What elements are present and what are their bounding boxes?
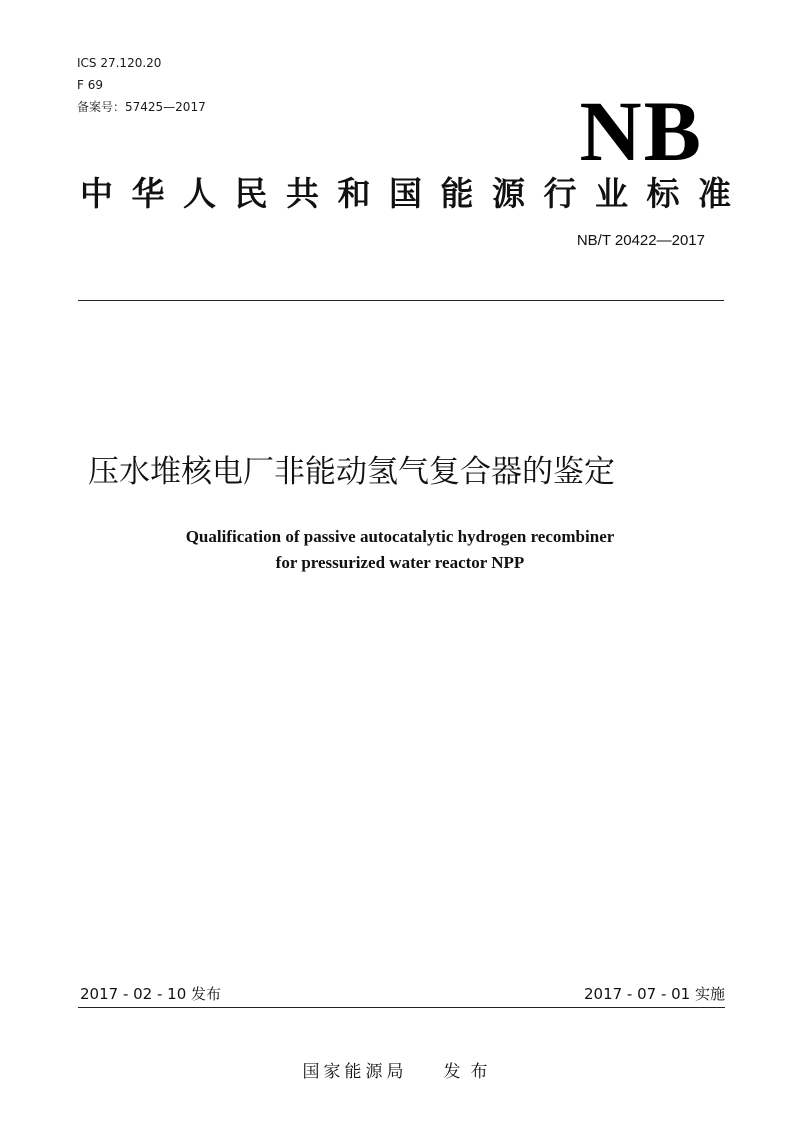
document-title-en-line1: Qualification of passive autocatalytic hydrogen recombiner [185, 527, 615, 546]
publisher-action: 发布 [443, 1062, 498, 1082]
filing-number: 备案号：57425—2017 [77, 100, 206, 114]
publisher-organization: 国家能源局 [302, 1062, 408, 1082]
organization-title: 中华人民共和国能源行业标准 [80, 174, 750, 213]
publisher [0, 1060, 800, 1084]
classification-code: F 69 [77, 78, 103, 92]
effective-date: 2017 - 07 - 01 实施 [583, 985, 725, 1003]
nb-logo: NB [579, 83, 703, 179]
footer-divider [78, 1007, 725, 1008]
document-title-en-line2: for pressurized water reactor NPP [275, 553, 525, 572]
ics-code: ICS 27.120.20 [77, 56, 162, 70]
publish-date: 2017 - 02 - 10 发布 [80, 985, 222, 1003]
standard-number: NB/T 20422—2017 [576, 232, 705, 249]
document-title-zh: 压水堆核电厂非能动氢气复合器的鉴定 [88, 454, 615, 490]
header-divider [78, 300, 724, 301]
